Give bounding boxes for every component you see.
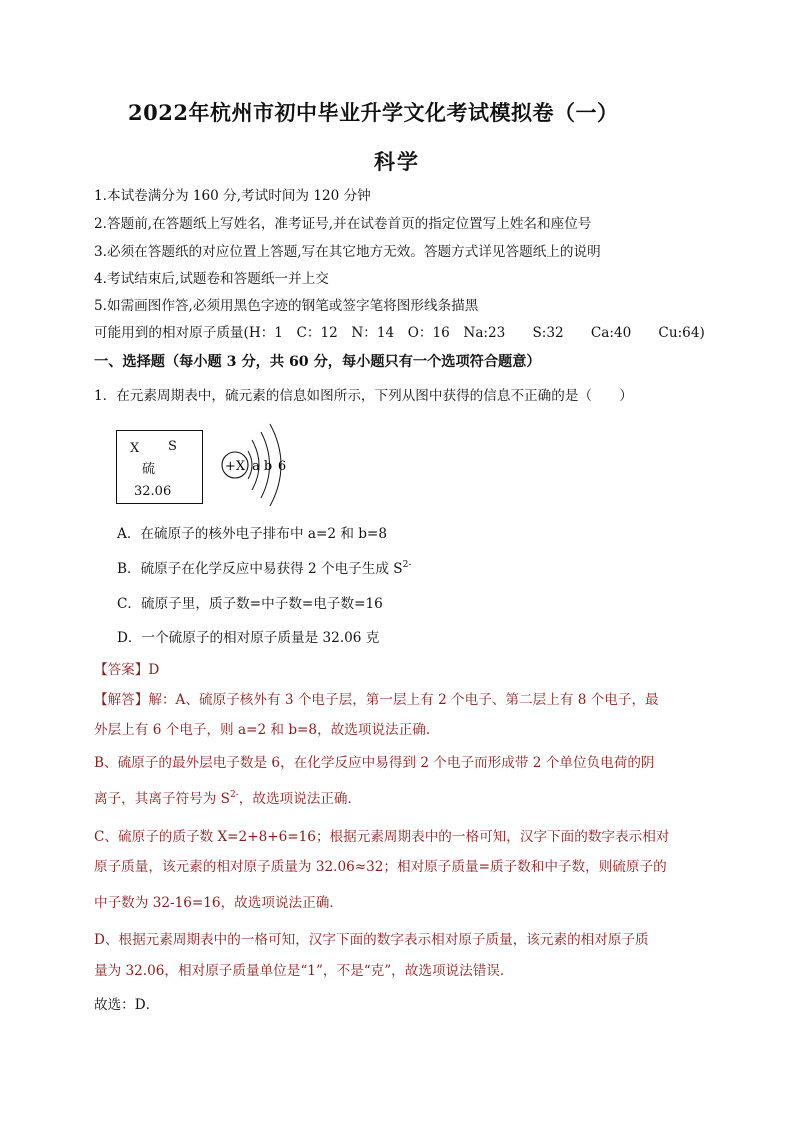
- analysis-line: 外层上有 6 个电子，则 a=2 和 b=8，故选项说法正确．: [94, 722, 440, 738]
- analysis-line: C、硫原子的质子数 X=2+8+6=16；根据元素周期表中的一格可知，汉字下面的数字表示相对: [94, 829, 670, 845]
- section-heading: 一、选择题（每小题 3 分，共 60 分，每小题只有一个选项符合题意）: [94, 354, 541, 370]
- page-subtitle: 科学: [374, 149, 420, 174]
- option-a: A．在硫原子的核外电子排布中 a=2 和 b=8: [117, 526, 387, 542]
- analysis-ion-text: 离子，其离子符号为 S: [94, 791, 230, 807]
- shell-1-count: a: [252, 459, 260, 474]
- element-card: [116, 430, 203, 504]
- atomic-mass-line: 可能用到的相对原子质量(H：1 C：12 N：14 O：16 Na:23 S:32 Ca:40 Cu:64): [94, 325, 705, 341]
- analysis-ion-superscript: 2-: [229, 790, 239, 800]
- analysis-label: 【解答】: [94, 692, 149, 708]
- instruction-line: 5.如需画图作答,必须用黑色字迹的钢笔或签字笔将图形线条描黑: [94, 298, 479, 314]
- analysis-conclusion: 故选：D．: [94, 997, 160, 1013]
- instruction-line: 1.本试卷满分为 160 分,考试时间为 120 分钟: [94, 188, 371, 204]
- analysis-line: B、硫原子的最外层电子数是 6，在化学反应中易得到 2 个电子而形成带 2 个单位负电荷的阴: [94, 755, 655, 771]
- option-b: [117, 561, 411, 577]
- option-b-text: B．硫原子在化学反应中易获得 2 个电子生成 S: [117, 561, 403, 577]
- analysis-line: 中子数为 32-16=16，故选项说法正确．: [94, 895, 343, 911]
- element-symbol: S: [168, 439, 177, 454]
- instruction-line: 4.考试结束后,试题卷和答题纸一并上交: [94, 271, 329, 287]
- answer-label: 【答案】: [94, 662, 149, 678]
- element-name: 硫: [142, 462, 156, 477]
- analysis-ion-tail: ，故选项说法正确．: [238, 791, 362, 807]
- question-stem: 1．在元素周期表中，硫元素的信息如图所示，下列从图中获得的信息不正确的是（ ）: [94, 388, 633, 404]
- shell-2-count: b: [263, 459, 273, 474]
- analysis-line: [94, 692, 659, 708]
- analysis-line: D、根据元素周期表中的一格可知，汉字下面的数字表示相对原子质量，该元素的相对原子质: [94, 932, 649, 948]
- element-atomic-number: X: [130, 441, 140, 456]
- analysis-line: 原子质量，该元素的相对原子质量为 32.06≈32；相对原子质量=质子数和中子数，则硫原子的: [94, 859, 667, 875]
- analysis-line: [94, 791, 361, 807]
- analysis-line: 量为 32.06，相对原子质量单位是“1”，不是“克”，故选项说法错误．: [94, 963, 514, 979]
- instruction-line: 3.必须在答题纸的对应位置上答题,写在其它地方无效。答题方式详见答题纸上的说明: [94, 244, 601, 260]
- option-b-superscript: 2-: [402, 560, 412, 570]
- option-c: C．硫原子里，质子数=中子数=电子数=16: [117, 596, 383, 612]
- answer-line: [94, 662, 159, 678]
- element-mass: 32.06: [134, 484, 172, 499]
- nucleus-label: +X: [224, 459, 246, 474]
- shell-3-count: 6: [277, 459, 287, 474]
- option-d: D．一个硫原子的相对原子质量是 32.06 克: [117, 630, 380, 646]
- answer-value: D: [148, 662, 160, 678]
- instruction-line: 2.答题前,在答题纸上写姓名，准考证号,并在试卷首页的指定位置写上姓名和座位号: [94, 216, 592, 232]
- atom-structure-diagram: [218, 418, 298, 514]
- page-title: 2022年杭州市初中毕业升学文化考试模拟卷（一）: [128, 100, 619, 125]
- analysis-text: 解：A、硫原子核外有 3 个电子层，第一层上有 2 个电子、第二层上有 8 个电子，最: [148, 692, 659, 708]
